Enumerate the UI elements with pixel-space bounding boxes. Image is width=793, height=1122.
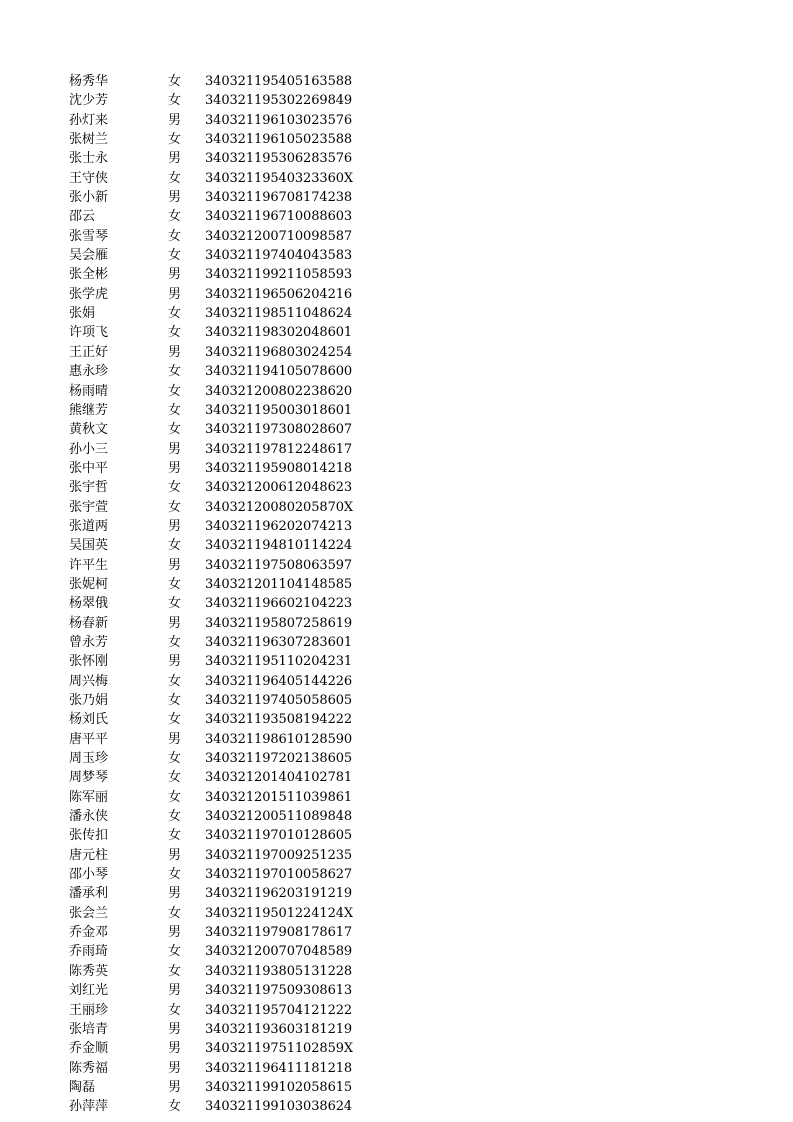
gender-cell: 女 [168, 693, 182, 708]
table-row [0, 130, 793, 149]
name-cell: 周玉珍 [69, 751, 109, 767]
gender-cell: 女 [168, 132, 182, 148]
gender-cell: 女 [168, 1099, 182, 1115]
name-cell: 张培青 [69, 1021, 109, 1037]
gender-cell: 男 [168, 460, 182, 476]
name-cell: 张学虎 [69, 286, 109, 302]
table-row [0, 420, 793, 439]
table-row [0, 285, 793, 304]
gender-cell: 男 [168, 1041, 182, 1057]
id-number-cell: 340321195110204231 [205, 654, 353, 670]
gender-cell: 男 [168, 441, 182, 457]
name-cell: 张妮柯 [69, 576, 109, 592]
table-row [0, 710, 793, 729]
id-number-cell: 340321201404102781 [205, 770, 353, 786]
id-number-cell: 340321196602104223 [205, 596, 353, 612]
gender-cell: 女 [168, 867, 182, 883]
name-cell: 乔金顺 [69, 1041, 109, 1057]
name-cell: 陈秀福 [69, 1060, 109, 1076]
table-row [0, 556, 793, 575]
table-row [0, 111, 793, 130]
id-number-cell: 340321196506204216 [205, 286, 353, 302]
id-number-cell: 34032120080205870X [205, 499, 354, 515]
table-row [0, 672, 793, 691]
name-cell: 邵小琴 [69, 867, 109, 883]
gender-cell: 男 [168, 886, 182, 902]
id-number-cell: 340321196202074213 [205, 518, 353, 534]
gender-cell: 女 [168, 325, 182, 341]
name-cell: 邵云 [69, 209, 96, 225]
id-number-cell: 340321198302048601 [205, 325, 353, 341]
id-number-cell: 340321196710088603 [205, 209, 353, 225]
gender-cell: 男 [168, 151, 182, 167]
id-number-cell: 340321196803024254 [205, 344, 353, 360]
name-cell: 王守侠 [69, 170, 109, 186]
name-cell: 许项飞 [69, 325, 109, 341]
table-row [0, 536, 793, 555]
table-row [0, 749, 793, 768]
id-number-cell: 340321195003018601 [205, 402, 353, 418]
table-row [0, 72, 793, 91]
table-row [0, 691, 793, 710]
name-cell: 王正好 [69, 344, 109, 360]
name-cell: 吴会雁 [69, 248, 109, 264]
gender-cell: 女 [168, 402, 182, 418]
table-row [0, 614, 793, 633]
name-cell: 张乃娟 [69, 693, 109, 708]
name-cell: 孙小三 [69, 441, 109, 457]
name-cell: 杨雨晴 [69, 383, 109, 399]
id-number-cell: 340321199211058593 [205, 267, 353, 283]
name-cell: 张会兰 [69, 905, 109, 921]
id-number-cell: 340321198610128590 [205, 731, 353, 747]
id-number-cell: 340321196103023576 [205, 112, 353, 128]
gender-cell: 男 [168, 847, 182, 863]
table-row [0, 1001, 793, 1020]
name-cell: 黄秋文 [69, 422, 109, 438]
table-row [0, 188, 793, 207]
gender-cell: 女 [168, 480, 182, 496]
name-cell: 张中平 [69, 460, 109, 476]
name-cell: 张传扣 [69, 828, 109, 844]
table-row [0, 517, 793, 536]
id-number-cell: 340321196405144226 [205, 673, 353, 689]
gender-cell: 男 [168, 286, 182, 302]
gender-cell: 男 [168, 654, 182, 670]
id-number-cell: 340321197508063597 [205, 557, 353, 573]
gender-cell: 男 [168, 1079, 182, 1095]
table-row [0, 149, 793, 168]
name-cell: 张雪琴 [69, 228, 109, 244]
gender-cell: 女 [168, 596, 182, 612]
table-row [0, 478, 793, 497]
id-number-cell: 340321193508194222 [205, 712, 353, 728]
table-row [0, 575, 793, 594]
record-table [0, 72, 793, 1117]
id-number-cell: 340321197308028607 [205, 422, 353, 438]
id-number-cell: 340321200802238620 [205, 383, 353, 399]
id-number-cell: 340321193805131228 [205, 963, 353, 979]
table-row [0, 227, 793, 246]
name-cell: 孙萍萍 [69, 1099, 109, 1115]
table-row [0, 1097, 793, 1116]
id-number-cell: 340321200710098587 [205, 228, 353, 244]
id-number-cell: 340321195405163588 [205, 74, 353, 89]
id-number-cell: 340321197010058627 [205, 867, 353, 883]
table-row [0, 91, 793, 110]
gender-cell: 男 [168, 1060, 182, 1076]
id-number-cell: 340321200612048623 [205, 480, 353, 496]
table-row [0, 323, 793, 342]
gender-cell: 女 [168, 422, 182, 438]
gender-cell: 女 [168, 383, 182, 399]
gender-cell: 女 [168, 712, 182, 728]
gender-cell: 男 [168, 344, 182, 360]
name-cell: 杨春新 [69, 615, 109, 631]
id-number-cell: 340321199102058615 [205, 1079, 353, 1095]
id-number-cell: 340321197812248617 [205, 441, 353, 457]
name-cell: 张宇哲 [69, 480, 109, 496]
gender-cell: 男 [168, 190, 182, 206]
table-row [0, 807, 793, 826]
table-row [0, 265, 793, 284]
table-row [0, 382, 793, 401]
gender-cell: 男 [168, 983, 182, 999]
id-number-cell: 340321194105078600 [205, 364, 353, 380]
id-number-cell: 34032119501224124X [205, 905, 354, 921]
table-row [0, 904, 793, 923]
name-cell: 张树兰 [69, 132, 109, 148]
id-number-cell: 34032119540323360X [205, 170, 354, 186]
id-number-cell: 340321200511089848 [205, 809, 353, 825]
table-row [0, 246, 793, 265]
table-row [0, 633, 793, 652]
gender-cell: 女 [168, 364, 182, 380]
table-row [0, 768, 793, 787]
id-number-cell: 340321197509308613 [205, 983, 353, 999]
table-row [0, 652, 793, 671]
gender-cell: 女 [168, 499, 182, 515]
table-row [0, 788, 793, 807]
id-number-cell: 340321198511048624 [205, 306, 353, 322]
table-row [0, 884, 793, 903]
id-number-cell: 340321196307283601 [205, 634, 353, 650]
id-number-cell: 340321201104148585 [205, 576, 353, 592]
gender-cell: 男 [168, 731, 182, 747]
name-cell: 张士永 [69, 151, 109, 167]
gender-cell: 女 [168, 306, 182, 322]
name-cell: 沈少芳 [69, 93, 109, 109]
gender-cell: 女 [168, 538, 182, 554]
name-cell: 周兴梅 [69, 673, 109, 689]
name-cell: 张小新 [69, 190, 109, 206]
table-row [0, 730, 793, 749]
gender-cell: 女 [168, 770, 182, 786]
id-number-cell: 340321193603181219 [205, 1021, 353, 1037]
table-row [0, 826, 793, 845]
name-cell: 潘永侠 [69, 809, 109, 825]
id-number-cell: 340321195302269849 [205, 93, 353, 109]
gender-cell: 男 [168, 518, 182, 534]
name-cell: 刘红光 [69, 983, 109, 999]
name-cell: 潘承利 [69, 886, 109, 902]
table-row [0, 1059, 793, 1078]
id-number-cell: 340321200707048589 [205, 944, 353, 960]
name-cell: 曾永芳 [69, 634, 109, 650]
gender-cell: 女 [168, 634, 182, 650]
gender-cell: 男 [168, 557, 182, 573]
id-number-cell: 34032119751102859X [205, 1041, 354, 1057]
table-row [0, 942, 793, 961]
name-cell: 唐元柱 [69, 847, 109, 863]
gender-cell: 女 [168, 209, 182, 225]
id-number-cell: 340321199103038624 [205, 1099, 353, 1115]
table-row [0, 846, 793, 865]
table-row [0, 362, 793, 381]
table-row [0, 1020, 793, 1039]
id-number-cell: 340321197908178617 [205, 925, 353, 941]
id-number-cell: 340321195704121222 [205, 1002, 353, 1018]
table-row [0, 401, 793, 420]
gender-cell: 女 [168, 74, 182, 89]
table-row [0, 1039, 793, 1058]
name-cell: 周梦琴 [69, 770, 109, 786]
name-cell: 陶磊 [69, 1079, 96, 1095]
id-number-cell: 340321197009251235 [205, 847, 353, 863]
name-cell: 惠永珍 [69, 364, 109, 380]
table-row [0, 1078, 793, 1097]
gender-cell: 女 [168, 751, 182, 767]
name-cell: 孙灯来 [69, 112, 109, 128]
name-cell: 杨翠俄 [69, 596, 109, 612]
gender-cell: 女 [168, 828, 182, 844]
id-number-cell: 340321195908014218 [205, 460, 353, 476]
name-cell: 熊继芳 [69, 402, 109, 418]
gender-cell: 女 [168, 905, 182, 921]
table-row [0, 498, 793, 517]
id-number-cell: 340321196411181218 [205, 1060, 353, 1076]
name-cell: 乔金邓 [69, 925, 109, 941]
gender-cell: 男 [168, 925, 182, 941]
id-number-cell: 340321194810114224 [205, 538, 353, 554]
gender-cell: 女 [168, 789, 182, 805]
gender-cell: 女 [168, 228, 182, 244]
id-number-cell: 340321197202138605 [205, 751, 353, 767]
table-row [0, 594, 793, 613]
name-cell: 许平生 [69, 557, 109, 573]
table-row [0, 923, 793, 942]
name-cell: 陈军丽 [69, 789, 109, 805]
name-cell: 王丽珍 [69, 1002, 109, 1018]
name-cell: 唐平平 [69, 731, 109, 747]
gender-cell: 女 [168, 576, 182, 592]
gender-cell: 女 [168, 673, 182, 689]
gender-cell: 女 [168, 248, 182, 264]
table-row [0, 981, 793, 1000]
id-number-cell: 340321201511039861 [205, 789, 353, 805]
gender-cell: 男 [168, 112, 182, 128]
table-row [0, 207, 793, 226]
gender-cell: 女 [168, 93, 182, 109]
gender-cell: 男 [168, 267, 182, 283]
table-row [0, 304, 793, 323]
gender-cell: 女 [168, 809, 182, 825]
name-cell: 张怀刚 [69, 654, 109, 670]
name-cell: 陈秀英 [69, 963, 109, 979]
name-cell: 杨刘氏 [69, 712, 109, 728]
name-cell: 张道两 [69, 518, 109, 534]
gender-cell: 男 [168, 615, 182, 631]
gender-cell: 女 [168, 1002, 182, 1018]
id-number-cell: 340321197404043583 [205, 248, 353, 264]
gender-cell: 女 [168, 170, 182, 186]
id-number-cell: 340321195306283576 [205, 151, 353, 167]
name-cell: 张宇萱 [69, 499, 109, 515]
id-number-cell: 340321195807258619 [205, 615, 353, 631]
gender-cell: 男 [168, 1021, 182, 1037]
id-number-cell: 340321196708174238 [205, 190, 353, 206]
table-row [0, 459, 793, 478]
name-cell: 杨秀华 [69, 74, 109, 89]
table-row [0, 169, 793, 188]
table-row [0, 962, 793, 981]
gender-cell: 女 [168, 944, 182, 960]
id-number-cell: 340321196105023588 [205, 132, 353, 148]
name-cell: 乔雨琦 [69, 944, 109, 960]
table-row [0, 865, 793, 884]
table-row [0, 440, 793, 459]
name-cell: 张娟 [69, 306, 96, 322]
name-cell: 张全彬 [69, 267, 109, 283]
name-cell: 吴国英 [69, 538, 109, 554]
id-number-cell: 340321197405058605 [205, 693, 353, 708]
gender-cell: 女 [168, 963, 182, 979]
id-number-cell: 340321196203191219 [205, 886, 353, 902]
table-row [0, 343, 793, 362]
id-number-cell: 340321197010128605 [205, 828, 353, 844]
